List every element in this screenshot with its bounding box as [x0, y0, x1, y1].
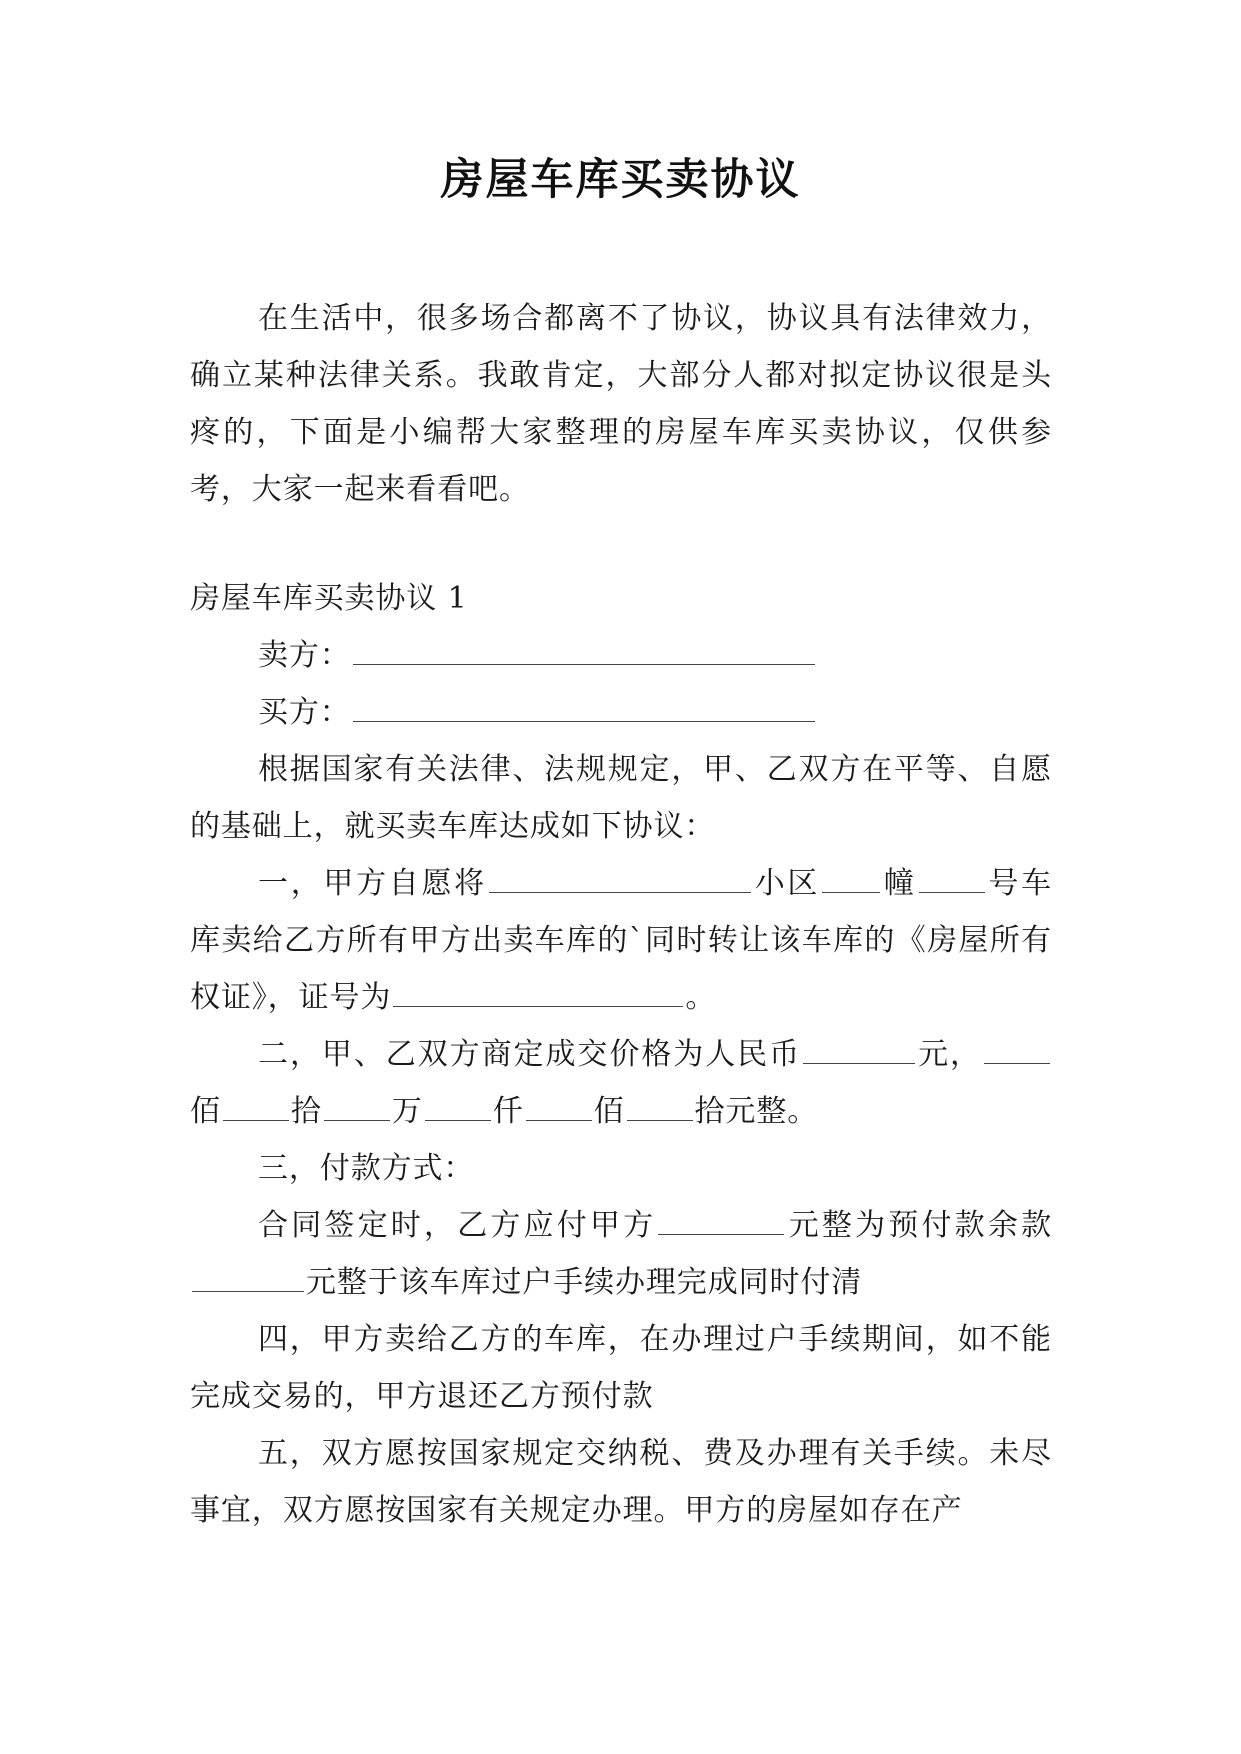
clause-1-paragraph: [190, 855, 1052, 1026]
section-heading: 房屋车库买卖协议 1: [190, 581, 468, 616]
clause-2-text-h: 拾元整。: [694, 1094, 819, 1129]
clause-1-text-a: 一，甲方自愿将: [258, 866, 487, 901]
seller-label: 卖方：: [258, 638, 351, 673]
price-thousand-blank: [425, 1119, 491, 1121]
payment-text-b: 元整为预付款余款: [786, 1208, 1052, 1243]
clause-1-text-d: 号车库卖给乙方所有甲方出卖车库的`同时转让该车库的《房屋所有权证》，证号为: [190, 866, 1052, 1015]
clause-2-paragraph: [190, 1026, 1052, 1140]
price-hundred-million-blank: [984, 1062, 1050, 1064]
buyer-label: 买方：: [258, 695, 351, 730]
clause-1-text-b: 小区: [752, 866, 821, 901]
document-title: 房屋车库买卖协议: [440, 155, 801, 205]
price-hundred-blank: [526, 1119, 592, 1121]
intro-paragraph: 在生活中，很多场合都离不了协议，协议具有法律效力，确立某种法律关系。我敢肯定，大部分人都对拟定协议很是头疼的，下面是小编帮大家整理的房屋车库买卖协议，仅供参考，大家一起来看看吧。: [190, 301, 1052, 507]
clause-5-paragraph: 五，双方愿按国家规定交纳税、费及办理有关手续。未尽事宜，双方愿按国家有关规定办理。甲方的房屋如存在产: [190, 1436, 1052, 1528]
building-blank: [822, 891, 880, 893]
balance-blank: [192, 1290, 304, 1292]
payment-paragraph: [190, 1197, 1052, 1311]
payment-text-c: 元整于该车库过户手续办理完成同时付清: [306, 1265, 863, 1300]
clause-2-text-a: 二，甲、乙双方商定成交价格为人民币: [258, 1037, 802, 1072]
community-blank: [489, 891, 751, 893]
seller-line: [190, 627, 1052, 684]
price-blank: [803, 1062, 915, 1064]
buyer-line: [190, 684, 1052, 741]
certificate-number-blank: [393, 1005, 683, 1007]
clause-1-text-e: 。: [685, 980, 717, 1015]
clause-2-text-c: 佰: [190, 1094, 221, 1129]
buyer-blank: [353, 720, 815, 722]
garage-number-blank: [919, 891, 985, 893]
clause-2-text-d: 拾: [290, 1094, 322, 1129]
preamble-paragraph: 根据国家有关法律、法规规定，甲、乙双方在平等、自愿的基础上，就买卖车库达成如下协议：: [190, 752, 1052, 844]
price-ten-million-blank: [223, 1119, 289, 1121]
payment-text-a: 合同签定时，乙方应付甲方: [258, 1208, 657, 1243]
document-body: [190, 290, 1052, 1539]
clause-3-heading: 三，付款方式：: [258, 1151, 475, 1186]
clause-2-text-f: 仟: [492, 1094, 524, 1129]
price-ten-thousand-blank: [324, 1119, 390, 1121]
clause-2-text-b: 元，: [917, 1037, 982, 1072]
deposit-blank: [658, 1233, 784, 1235]
price-ten-blank: [627, 1119, 693, 1121]
clause-4-paragraph: 四，甲方卖给乙方的车库，在办理过户手续期间，如不能完成交易的，甲方退还乙方预付款: [190, 1322, 1052, 1414]
clause-2-text-e: 万: [391, 1094, 423, 1129]
clause-2-text-g: 佰: [593, 1094, 625, 1129]
clause-1-text-c: 幢: [882, 866, 917, 901]
seller-blank: [353, 663, 815, 665]
